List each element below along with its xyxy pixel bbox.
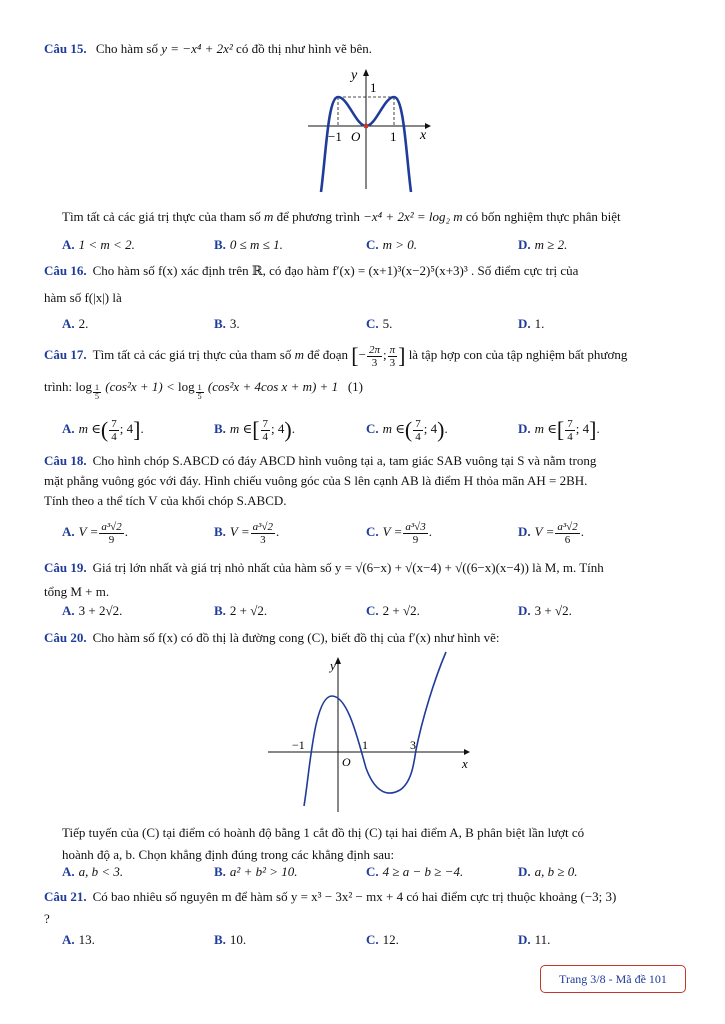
q18-option-d[interactable]: D. V = $\frac{\text{a³√2}}{6}$ . [518, 520, 584, 546]
q20-line2: Tiếp tuyến của (C) tại điểm có hoành độ bằng 1 cắt đồ thị (C) tại hai điểm A, B phân biệt lần lượt có [62, 825, 585, 840]
q17-label: Câu 17. [44, 347, 87, 362]
q15-ask-c: có bốn nghiệm thực phân biệt [465, 209, 621, 224]
q18-label: Câu 18. [44, 453, 87, 468]
q21-label: Câu 21. [44, 889, 87, 904]
q16-line1: Câu 16. Cho hàm số f(x) xác định trên ℝ, có đạo hàm f′(x) = (x+1)³(x−2)⁵(x+3)³ . Số điểm cực trị của [44, 263, 579, 278]
q15-option-d[interactable]: D. m ≥ 2. [518, 237, 568, 252]
q16-option-d[interactable]: D. 1. [518, 316, 545, 331]
q21-option-a[interactable]: A. 13. [62, 932, 95, 947]
q16-option-a[interactable]: A. 2. [62, 316, 89, 331]
q15-ask [62, 208, 689, 226]
q19-option-c[interactable]: C. 2 + √2. [366, 603, 420, 618]
q20-option-d[interactable]: D. a, b ≥ 0. [518, 864, 578, 879]
q18-option-c[interactable]: C. V = $\frac{\text{a³√3}}{9}$ . [366, 520, 432, 546]
q17-interval-right: $\frac{\pi}{3}$ [389, 343, 396, 369]
q15-ask-a: Tìm tất cả các giá trị thực của tham số [62, 209, 261, 224]
q21-line1: Câu 21. Có bao nhiêu số nguyên m để hàm số y = x³ − 3x² − mx + 4 có hai điểm cực trị thuộc khoảng (−3; 3) [44, 889, 617, 904]
page-footer: Trang 3/8 - Mã đề 101 [540, 965, 686, 993]
q17-line1: Câu 17. Tìm tất cả các giá trị thực của tham số m để đoạn [− $\frac{2\pi}{3}$ ; $\frac{\pi}{3}$ ] là tập hợp con của tập nghiệm bất phương [44, 343, 628, 369]
q20-three-label: 3 [410, 738, 416, 752]
q15-ask-eq: −x⁴ + 2x² = log₂ m [363, 209, 463, 224]
q15-option-b[interactable]: B. 0 ≤ m ≤ 1. [214, 237, 283, 252]
q17-option-b[interactable]: B. m ∈[ $\frac{7}{4}$ ; 4). [214, 417, 295, 443]
q18-option-a[interactable]: A. V = $\frac{\text{a³√2}}{9}$ . [62, 520, 128, 546]
q20-y-arrow-icon [335, 657, 341, 664]
q17-log-base-2: $\frac{1}{5}$ [197, 383, 202, 401]
q15-stem-a: Cho hàm số [95, 41, 158, 56]
q17-line2: trình: log $\frac{1}{5}$ (cos²x + 1) < log $\frac{1}{5}$ (cos²x + 4cos x + m) + 1 (1) [44, 379, 364, 401]
q15-neg-one-label: −1 [328, 129, 342, 144]
q17-option-d[interactable]: D. m ∈[ $\frac{7}{4}$ ; 4]. [518, 417, 600, 443]
q16-option-b[interactable]: B. 3. [214, 316, 240, 331]
q20-line1: Câu 20. Cho hàm số f(x) có đồ thị là đường cong (C), biết đồ thị của f′(x) như hình vẽ: [44, 630, 500, 645]
q15-ask-b: để phương trình [276, 209, 360, 224]
q19-option-b[interactable]: B. 2 + √2. [214, 603, 268, 618]
q21-line2: ? [44, 911, 50, 926]
q16-label: Câu 16. [44, 263, 87, 278]
q15-stem-b: có đồ thị như hình vẽ bên. [236, 41, 372, 56]
q18-line3: Tính theo a thể tích V của khối chóp S.ABCD. [44, 493, 287, 508]
q16-line2: hàm số f(|x|) là [44, 290, 122, 305]
q17-option-c[interactable]: C. m ∈( $\frac{7}{4}$ ; 4). [366, 417, 448, 443]
q15-y-label: y [351, 68, 358, 83]
q20-option-b[interactable]: B. a² + b² > 10. [214, 864, 298, 879]
q19-line1: Câu 19. Giá trị lớn nhất và giá trị nhỏ nhất của hàm số y = √(6−x) + √(x−4) + √((6−x)(x−4)) là M, m. Tính [44, 560, 604, 575]
q17-interval-left: $\frac{2\pi}{3}$ [368, 343, 380, 369]
q20-graph [262, 650, 482, 816]
q20-label: Câu 20. [44, 630, 87, 645]
q15-stem [44, 40, 689, 58]
q19-label: Câu 19. [44, 560, 87, 575]
q15-origin-label: O [351, 129, 361, 144]
q17-option-a[interactable]: A. m ∈( $\frac{7}{4}$ ; 4]. [62, 417, 144, 443]
q18-option-b[interactable]: B. V = $\frac{\text{a³√2}}{3}$ . [214, 520, 280, 546]
q16-option-c[interactable]: C. 5. [366, 316, 393, 331]
q19-option-d[interactable]: D. 3 + √2. [518, 603, 572, 618]
q20-origin-label: O [342, 755, 351, 769]
q15-option-a[interactable]: A. 1 < m < 2. [62, 237, 135, 252]
q17-log-base-1: $\frac{1}{5}$ [95, 383, 100, 401]
q18-line1: Câu 18. Cho hình chóp S.ABCD có đáy ABCD hình vuông tại a, tam giác SAB vuông tại S và nằm trong [44, 453, 597, 468]
q15-y-arrow-icon [363, 69, 369, 76]
q18-line2: mặt phẳng vuông góc với đáy. Hình chiếu vuông góc của S lên cạnh AB là điểm H thỏa mãn AH = 2BH. [44, 473, 588, 488]
q19-line2: tổng M + m. [44, 584, 110, 599]
q20-line3: hoành độ a, b. Chọn khẳng định đúng trong các khẳng định sau: [62, 847, 395, 862]
q15-x-label: x [420, 128, 427, 143]
q19-option-a[interactable]: A. 3 + 2√2. [62, 603, 123, 618]
q20-option-c[interactable]: C. 4 ≥ a − b ≥ −4. [366, 864, 464, 879]
q15-origin-dot [364, 124, 369, 129]
q20-neg-one-label: −1 [292, 738, 305, 752]
q15-ask-var: m [263, 209, 274, 224]
q20-y-label: y [330, 658, 336, 673]
q15-one-label: 1 [390, 129, 397, 144]
q15-option-c[interactable]: C. m > 0. [366, 237, 418, 252]
q15-label: Câu 15. [44, 41, 87, 56]
q15-one-top-label: 1 [370, 80, 377, 95]
q20-one-label: 1 [362, 738, 368, 752]
q21-option-c[interactable]: C. 12. [366, 932, 399, 947]
q15-graph [300, 64, 440, 196]
q20-x-arrow-icon [464, 749, 470, 755]
q20-derivative-curve [304, 652, 446, 806]
q21-option-d[interactable]: D. 11. [518, 932, 551, 947]
q21-option-b[interactable]: B. 10. [214, 932, 247, 947]
q20-x-label: x [462, 756, 468, 771]
q20-option-a[interactable]: A. a, b < 3. [62, 864, 124, 879]
q15-func: y = −x⁴ + 2x² [161, 41, 233, 56]
